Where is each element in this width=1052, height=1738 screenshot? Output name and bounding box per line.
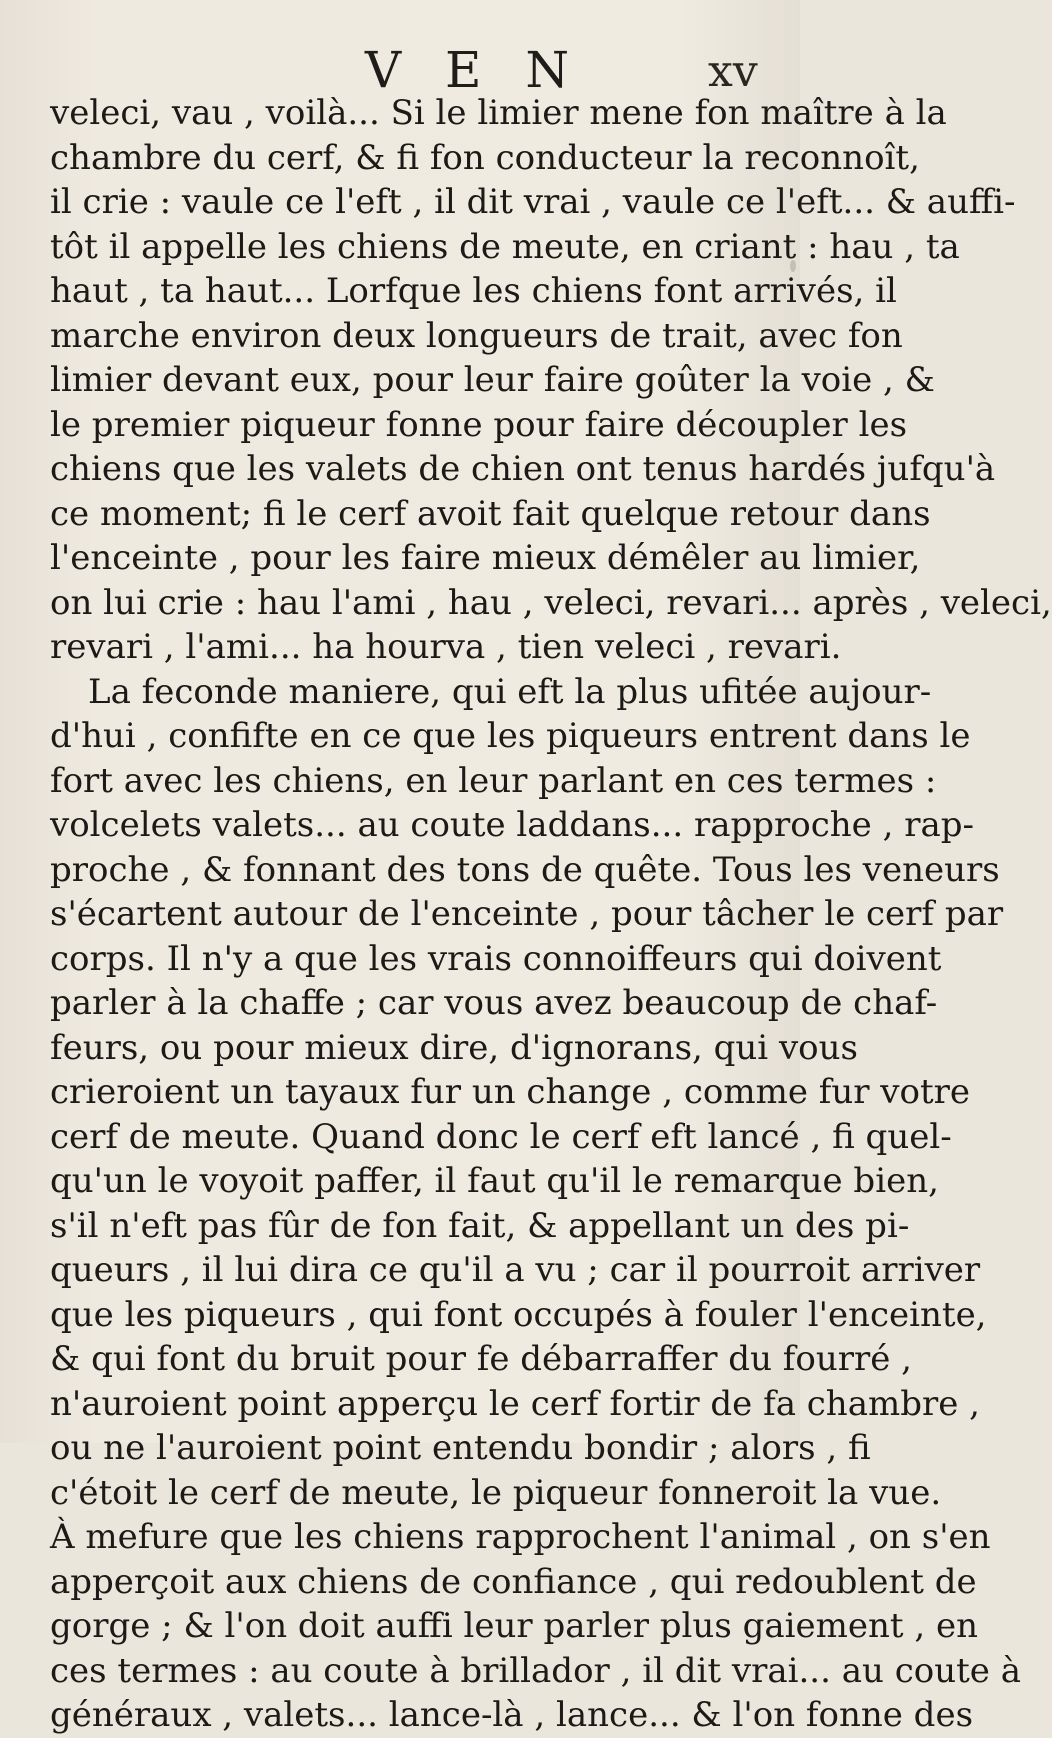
text-line: il crie : vaule ce l'eft , il dit vrai , vaule ce l'eft... & auffi-	[50, 182, 1016, 222]
text-line: s'écartent autour de l'enceinte , pour tâcher le cerf par	[50, 894, 1004, 934]
text-line: que les piqueurs , qui font occupés à fouler l'enceinte,	[50, 1294, 987, 1335]
text-line: veleci, vau , voilà... Si le limier mene fon maître à la	[50, 93, 947, 133]
text-line: ou ne l'auroient point entendu bondir ; alors , fi	[50, 1428, 871, 1468]
text-line: haut , ta haut... Lorfque les chiens font arrivés, il	[50, 271, 897, 311]
running-head: V E N	[365, 41, 584, 99]
text-line: tôt il appelle les chiens de meute, en criant : hau , ta	[50, 226, 960, 267]
text-line: volcelets valets... au coute laddans... rapproche , rap-	[50, 805, 974, 845]
text-line: cerf de meute. Quand donc le cerf eft lancé , fi quel-	[50, 1116, 952, 1157]
text-line: chiens que les valets de chien ont tenus hardés jufqu'à	[50, 449, 996, 489]
text-line: À mefure que les chiens rapprochent l'animal , on s'en	[50, 1517, 991, 1557]
text-line: s'il n'eft pas fûr de fon fait, & appellant un des pi-	[50, 1205, 910, 1246]
text-line: & qui font du bruit pour fe débarraffer du fourré ,	[50, 1339, 912, 1379]
text-line: queurs , il lui dira ce qu'il a vu ; car il pourroit arriver	[50, 1250, 981, 1290]
text-line: ce moment; fi le cerf avoit fait quelque retour dans	[50, 493, 931, 534]
text-line: n'auroient point apperçu le cerf fortir de fa chambre ,	[50, 1383, 980, 1424]
text-line: feurs, ou pour mieux dire, d'ignorans, qui vous	[50, 1027, 858, 1068]
margin-smudge	[790, 260, 796, 272]
paragraph-start-line: La feconde maniere, qui eft la plus ufitée aujour-	[88, 671, 932, 712]
text-line: parler à la chaffe ; car vous avez beaucoup de chaf-	[50, 983, 938, 1023]
text-line: corps. Il n'y a que les vrais connoiffeurs qui doivent	[50, 938, 942, 979]
body-text	[50, 91, 1052, 1738]
text-line: chambre du cerf, & fi fon conducteur la reconnoît,	[50, 137, 920, 178]
text-line: proche , & fonnant des tons de quête. Tous les veneurs	[50, 849, 1000, 890]
text-line: marche environ deux longueurs de trait, avec fon	[50, 315, 903, 356]
text-line: généraux , valets... lance-là , lance... & l'on fonne des	[50, 1695, 974, 1735]
text-line: ces termes : au coute à brillador , il dit vrai... au coute à	[50, 1650, 1021, 1691]
text-line: fort avec les chiens, en leur parlant en ces termes :	[50, 760, 937, 801]
text-line: c'étoit le cerf de meute, le piqueur fonneroit la vue.	[50, 1472, 942, 1513]
page-header	[0, 42, 800, 98]
text-line: l'enceinte , pour les faire mieux démêler au limier,	[50, 538, 921, 578]
text-line: revari , l'ami... ha hourva , tien veleci , revari.	[50, 627, 842, 667]
text-line: qu'un le voyoit paffer, il faut qu'il le remarque bien,	[50, 1161, 939, 1201]
text-line: le premier piqueur fonne pour faire découpler les	[50, 404, 908, 445]
text-line: gorge ; & l'on doit auffi leur parler plus gaiement , en	[50, 1606, 978, 1646]
signature-mark: xv	[708, 46, 758, 97]
text-line: apperçoit aux chiens de confiance , qui redoublent de	[50, 1561, 977, 1602]
text-line: d'hui , confifte en ce que les piqueurs entrent dans le	[50, 716, 971, 756]
text-line: crieroient un tayaux fur un change , comme fur votre	[50, 1072, 971, 1112]
text-line: limier devant eux, pour leur faire goûter la voie , &	[50, 360, 935, 400]
text-line: on lui crie : hau l'ami , hau , veleci, revari... après , veleci,	[50, 582, 1052, 623]
